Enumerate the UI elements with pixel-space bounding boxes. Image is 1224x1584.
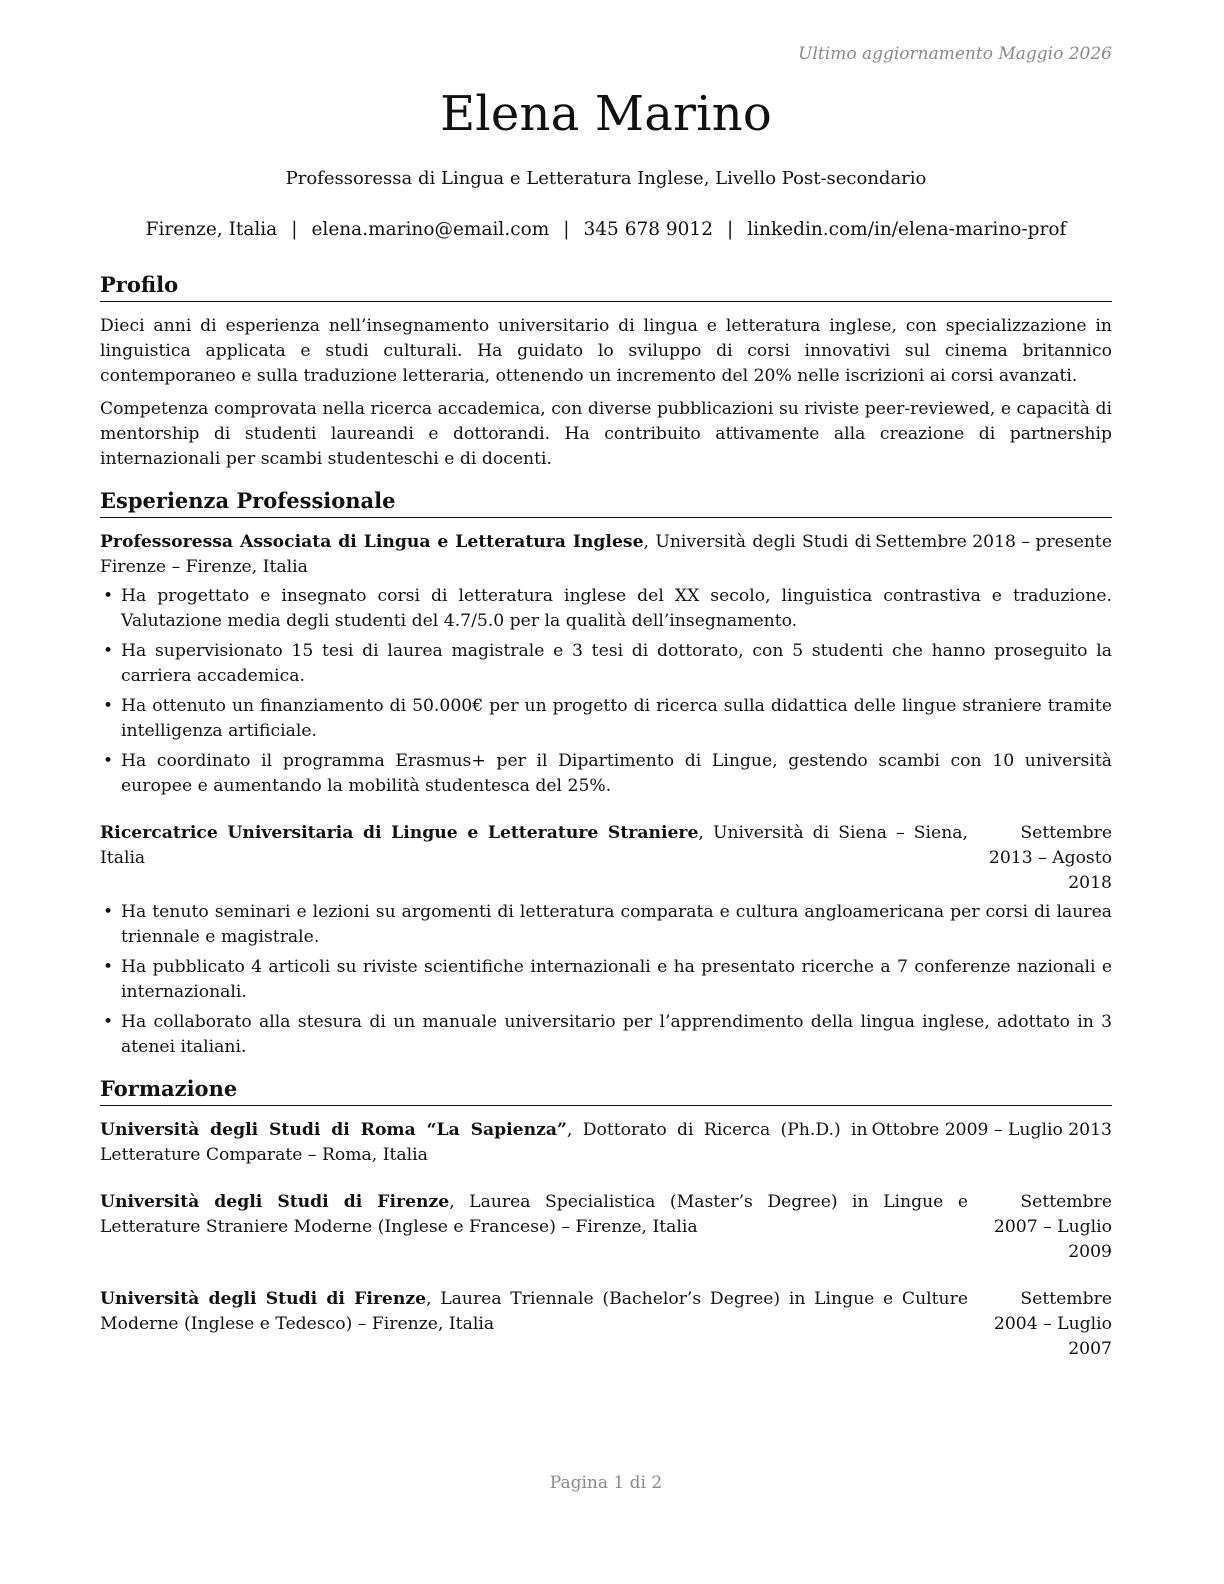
education-school: Università degli Studi di Firenze — [100, 1192, 450, 1212]
bullet-text: Ha coordinato il programma Erasmus+ per il Dipartimento di Lingue, gestendo scambi con 10 università europee e aumentando la mobilità studentesca del 25%. — [121, 751, 1112, 796]
education-entry-header — [100, 1190, 1112, 1265]
contact-line — [100, 219, 1112, 240]
experience-role — [100, 821, 972, 871]
experience-role — [100, 530, 875, 580]
experience-title: Ricercatrice Universitaria di Lingue e Letterature Straniere — [100, 823, 699, 843]
education-entry — [100, 1118, 1112, 1168]
bullet-icon: • — [103, 696, 114, 716]
bullet-icon: • — [103, 1012, 114, 1032]
section-heading-profile: Profilo — [100, 270, 1112, 302]
contact-separator: | — [563, 219, 570, 240]
bullet-text: Ha collaborato alla stesura di un manuale universitario per l’apprendimento della lingua inglese, adottato in 3 atenei italiani. — [121, 1012, 1112, 1057]
education-dates: Settembre 2004 – Luglio 2007 — [993, 1289, 1112, 1359]
education-degree-text: , Laurea Specialistica (Master’s Degree) in Lingue e Letterature Straniere Moderne (Inglese e Francese) – Firenze, Italia — [100, 1192, 968, 1237]
experience-organization: , Università degli Studi di Firenze – Firenze, Italia — [100, 532, 872, 577]
bullet-icon: • — [103, 751, 114, 771]
section-heading-education: Formazione — [100, 1074, 1112, 1106]
education-entry — [100, 1190, 1112, 1265]
education-entry-header — [100, 1118, 1112, 1168]
section-experience — [100, 486, 1112, 1060]
education-school: Università degli Studi di Firenze — [100, 1289, 427, 1309]
experience-bullets — [100, 584, 1112, 799]
contact-separator: | — [726, 219, 734, 240]
profile-paragraph: Competenza comprovata nella ricerca accademica, con diverse pubblicazioni su riviste peer-reviewed, e capacità di mentorship di studenti laureandi e dottorandi. Ha contribuito attivamente alla creazione di partnership internazionali per scambi studenteschi e di docenti. — [100, 399, 1112, 469]
experience-title: Professoressa Associata di Lingua e Letteratura Inglese — [100, 532, 644, 552]
education-degree — [100, 1190, 972, 1240]
education-degree — [100, 1287, 972, 1337]
list-item — [100, 584, 1112, 634]
page-number: Pagina 1 di 2 — [549, 1473, 663, 1493]
bullet-text: Ha progettato e insegnato corsi di letteratura inglese del XX secolo, linguistica contrastiva e traduzione. Valutazione media degli studenti del 4.7/5.0 per la qualità dell’insegnamento. — [121, 586, 1112, 631]
resume-page — [100, 0, 1112, 1584]
bullet-icon: • — [103, 902, 114, 922]
section-heading-experience: Esperienza Professionale — [100, 486, 1112, 518]
bullet-icon: • — [103, 957, 114, 977]
bullet-text: Ha pubblicato 4 articoli su riviste scientifiche internazionali e ha presentato ricerche a 7 conferenze nazionali e internazionali. — [121, 957, 1112, 1002]
education-dates: Settembre 2007 – Luglio 2009 — [993, 1192, 1112, 1262]
contact-email[interactable]: elena.marino@email.com — [311, 219, 550, 240]
experience-entry — [100, 530, 1112, 799]
contact-separator: | — [291, 219, 298, 240]
bullet-icon: • — [103, 641, 114, 661]
experience-organization: , Università di Siena – Siena, Italia — [100, 823, 968, 868]
contact-phone[interactable]: 345 678 9012 — [583, 219, 713, 240]
education-school: Università degli Studi di Roma “La Sapienza” — [100, 1120, 567, 1140]
bullet-text: Ha supervisionato 15 tesi di laurea magistrale e 3 tesi di dottorato, con 5 studenti che hanno proseguito la carriera accademica. — [121, 641, 1112, 686]
list-item — [100, 749, 1112, 799]
bullet-text: Ha tenuto seminari e lezioni su argomenti di letteratura comparata e cultura angloamericana per corsi di laurea triennale e magistrale. — [121, 902, 1112, 947]
education-degree-text: , Dottorato di Ricerca (Ph.D.) in Letterature Comparate – Roma, Italia — [100, 1120, 868, 1165]
education-degree — [100, 1118, 872, 1168]
candidate-subtitle: Professoressa di Lingua e Letteratura Inglese, Livello Post-secondario — [285, 168, 927, 189]
section-profile — [100, 270, 1112, 472]
profile-paragraph: Dieci anni di esperienza nell’insegnamento universitario di lingua e letteratura inglese, con specializzazione in linguistica applicata e studi culturali. Ha guidato lo sviluppo di corsi innovativi sul cinema britannico contemporaneo e sulla traduzione letteraria, ottenendo un incremento del 20% nelle iscrizioni ai corsi avanzati. — [100, 316, 1112, 386]
experience-dates: Settembre 2018 – presente — [875, 532, 1112, 552]
list-item — [100, 694, 1112, 744]
education-dates: Ottobre 2009 – Luglio 2013 — [871, 1120, 1112, 1140]
experience-dates: Settembre 2013 – Agosto 2018 — [988, 823, 1112, 893]
education-entry-header — [100, 1287, 1112, 1362]
contact-linkedin[interactable]: linkedin.com/in/elena-marino-prof — [747, 219, 1067, 240]
last-updated-note: Ultimo aggiornamento Maggio 2026 — [798, 44, 1112, 64]
list-item — [100, 639, 1112, 689]
list-item — [100, 955, 1112, 1005]
contact-location: Firenze, Italia — [145, 219, 278, 240]
bullet-text: Ha ottenuto un finanziamento di 50.000€ per un progetto di ricerca sulla didattica delle lingue straniere tramite intelligenza artificiale. — [121, 696, 1112, 741]
list-item — [100, 900, 1112, 950]
experience-entry — [100, 821, 1112, 1060]
list-item — [100, 1010, 1112, 1060]
experience-entry-header — [100, 821, 1112, 896]
education-entry — [100, 1287, 1112, 1362]
education-degree-text: , Laurea Triennale (Bachelor’s Degree) in Lingue e Culture Moderne (Inglese e Tedesco) – Firenze, Italia — [100, 1289, 968, 1334]
experience-bullets — [100, 900, 1112, 1060]
resume-content — [100, 270, 1112, 1362]
section-education — [100, 1074, 1112, 1362]
experience-entry-header — [100, 530, 1112, 580]
candidate-name: Elena Marino — [440, 86, 772, 142]
bullet-icon: • — [103, 586, 114, 606]
